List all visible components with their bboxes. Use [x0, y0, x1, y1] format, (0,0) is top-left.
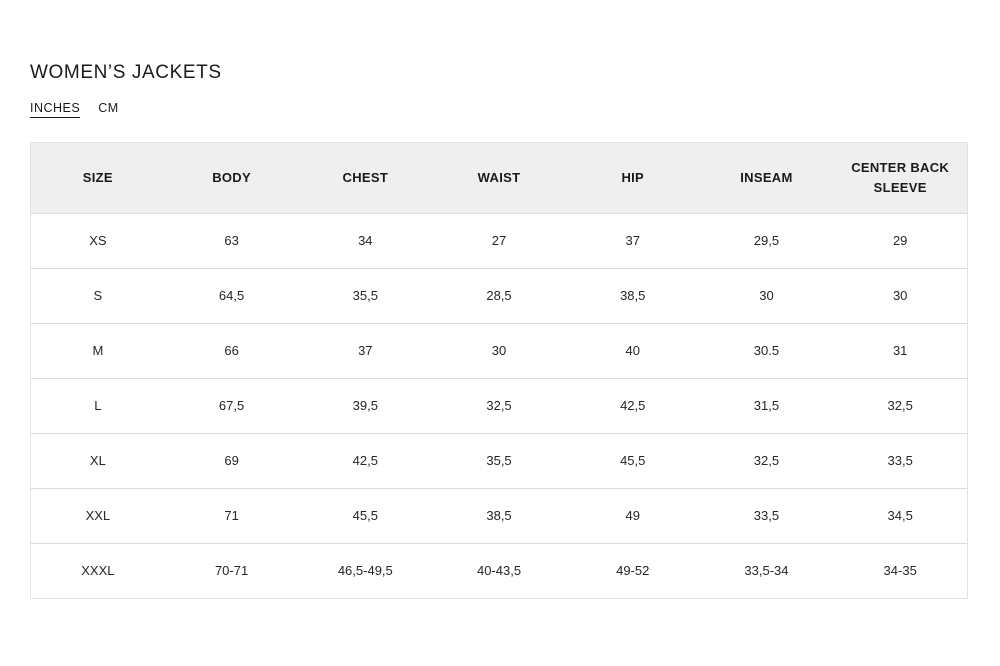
- measurement-value: 40: [625, 342, 640, 358]
- measurement-value: 30.5: [753, 342, 780, 358]
- column-header-inseam: INSEAM: [740, 169, 793, 185]
- measurement-value: 37: [358, 342, 373, 358]
- measurement-value: 45,5: [352, 507, 378, 523]
- page-title: WOMEN’S JACKETS: [30, 62, 222, 83]
- table-body: [31, 213, 967, 598]
- measurement-value: 46,5-49,5: [337, 562, 393, 578]
- measurement-value: 66: [224, 342, 239, 358]
- table-row-l: [31, 378, 967, 433]
- measurement-value: 33,5: [753, 507, 780, 523]
- measurement-value: 31: [892, 342, 908, 358]
- measurement-value: 30: [892, 287, 908, 303]
- measurement-value: 39,5: [352, 397, 378, 413]
- measurement-value: 35,5: [486, 452, 512, 468]
- measurement-value: 34: [358, 232, 373, 248]
- size-chart-table: [30, 142, 968, 599]
- table-row-xxl: [31, 488, 967, 543]
- measurement-value: 42,5: [352, 452, 378, 468]
- size-label: XS: [89, 232, 107, 248]
- measurement-value: 38,5: [486, 507, 512, 523]
- table-header-row: [31, 143, 967, 213]
- measurement-value: 67,5: [218, 397, 245, 413]
- measurement-value: 28,5: [486, 287, 512, 303]
- measurement-value: 30: [759, 287, 774, 303]
- column-header-size: SIZE: [82, 169, 113, 185]
- measurement-value: 34,5: [887, 507, 913, 523]
- measurement-value: 71: [224, 507, 239, 523]
- table-row-m: [31, 323, 967, 378]
- measurement-value: 34-35: [883, 562, 917, 578]
- measurement-value: 38,5: [620, 287, 646, 303]
- table-row-xxxl: [31, 543, 967, 598]
- measurement-value: 33,5-34: [744, 562, 789, 578]
- measurement-value: 29,5: [753, 232, 780, 248]
- size-label: XXL: [85, 507, 111, 523]
- measurement-value: 49-52: [616, 562, 650, 578]
- measurement-value: 63: [224, 232, 239, 248]
- table-row-xl: [31, 433, 967, 488]
- column-header-body: BODY: [212, 169, 251, 185]
- measurement-value: 64,5: [218, 287, 245, 303]
- measurement-value: 27: [491, 232, 507, 248]
- measurement-value: 29: [892, 232, 908, 248]
- measurement-value: 32,5: [887, 397, 913, 413]
- measurement-value: 32,5: [753, 452, 780, 468]
- column-header-hip: HIP: [621, 169, 645, 185]
- table-row-xs: [31, 213, 967, 268]
- measurement-value: 37: [625, 232, 640, 248]
- measurement-value: 33,5: [887, 452, 913, 468]
- size-label: XL: [89, 452, 106, 468]
- size-label: M: [92, 342, 104, 358]
- measurement-value: 42,5: [620, 397, 646, 413]
- size-label: XXXL: [81, 562, 115, 578]
- size-label: S: [93, 287, 103, 303]
- size-label: L: [94, 397, 102, 413]
- tab-inches[interactable]: INCHES: [30, 101, 80, 118]
- measurement-value: 40-43,5: [476, 562, 522, 578]
- tab-cm[interactable]: CM: [98, 101, 119, 115]
- measurement-value: 69: [224, 452, 239, 468]
- column-header-center-back-sleeve: CENTER BACK SLEEVE: [851, 159, 950, 195]
- measurement-value: 35,5: [352, 287, 378, 303]
- unit-tabs: [30, 101, 970, 118]
- measurement-value: 45,5: [620, 452, 646, 468]
- measurement-value: 49: [625, 507, 640, 523]
- measurement-value: 31,5: [753, 397, 780, 413]
- measurement-value: 30: [491, 342, 507, 358]
- column-header-chest: CHEST: [342, 169, 389, 185]
- table-row-s: [31, 268, 967, 323]
- column-header-waist: WAIST: [477, 169, 521, 185]
- measurement-value: 32,5: [486, 397, 512, 413]
- measurement-value: 70-71: [214, 562, 249, 578]
